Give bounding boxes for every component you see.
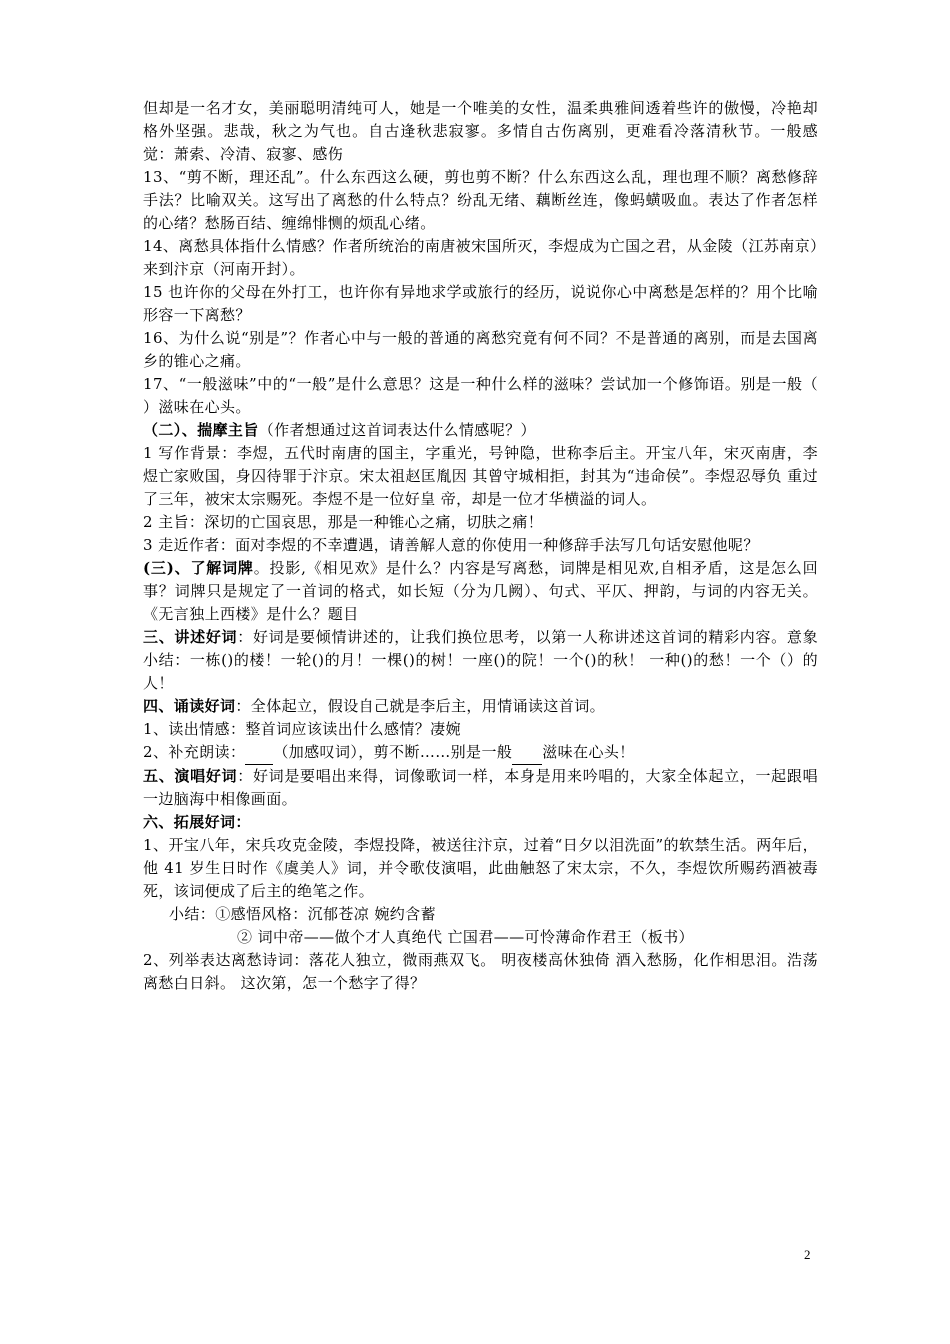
extension-item-2: 2、列举表达离愁诗词：落花人独立，微雨燕双飞。 明夜楼高休独倚 酒入愁肠，化作相思泪。浩荡离愁白日斜。 这次第，怎一个愁字了得？ xyxy=(143,951,818,992)
part-5-paragraph xyxy=(143,765,818,811)
part-3-text: ：好词是要倾情讲述的，让我们换位思考，以第一人称讲述这首词的精彩内容。意象小结：一栋()的楼！一轮()的月！一棵()的树！一座()的院！一个()的秋！ 一种()的愁！一个（）的人！ xyxy=(143,628,818,692)
part-4-paragraph xyxy=(143,695,818,718)
writing-background: 1 写作背景：李煜，五代时南唐的国主，字重光，号钟隐，世称李后主。开宝八年，宋灭南唐，李煜亡家败国，身囚待罪于汴京。宋太祖赵匡胤因 其曾守城相拒，封其为“违命侯”。李煜忍辱负 重过了三年，被宋太宗赐死。李煜不是一位好皇 帝，却是一位才华横溢的词人。 xyxy=(143,444,818,508)
reading-item-2 xyxy=(143,741,818,765)
question-15: 15 也许你的父母在外打工，也许你有异地求学或旅行的经历，说说你心中离愁是怎样的？用个比喻形容一下离愁？ xyxy=(143,283,818,324)
part-3-paragraph xyxy=(143,626,818,695)
question-17: 17、“一般滋味”中的“一般”是什么意思？这是一种什么样的滋味？尝试加一个修饰语。别是一般（ ）滋味在心头。 xyxy=(143,375,849,416)
summary-line-2: ② 词中帝——做个才人真绝代 亡国君——可怜薄命作君王（板书） xyxy=(237,928,694,946)
extension-item-1: 1、开宝八年，宋兵攻克金陵，李煜投降，被送往汴京，过着“日夕以泪洗面”的软禁生活。两年后，他 41 岁生日时作《虞美人》词，并令歌伎演唱，此曲触怒了宋太宗，不久，李煜饮所赐药酒被毒死，该词便成了后主的绝笔之作。 xyxy=(143,836,818,900)
part-5-title: 五、演唱好词 xyxy=(143,767,238,785)
fill-blank xyxy=(512,741,542,765)
part-5-text: ：好词是要唱出来得，词像歌词一样，本身是用来吟唱的，大家全体起立，一起跟唱一边脑海中相像画面。 xyxy=(143,767,818,808)
summary-line-1: 小结：①感悟风格：沉郁苍凉 婉约含蓄 xyxy=(169,905,436,923)
section-3-paragraph xyxy=(143,557,818,626)
reading-item-2-middle: （加感叹词），剪不断……别是一般 xyxy=(273,743,513,761)
document-body xyxy=(143,97,849,995)
section-2-subtitle: （作者想通过这首词表达什么情感呢？） xyxy=(258,421,536,439)
section-2-title: （二）、揣摩主旨 xyxy=(143,421,259,439)
reading-item-2-label: 2、补充朗读： xyxy=(143,743,246,761)
section-3-title: (三)、了解词牌 xyxy=(143,559,254,577)
reading-item-2-end: 滋味在心头！ xyxy=(542,743,635,761)
page-number: 2 xyxy=(804,1247,811,1262)
main-theme: 2 主旨：深切的亡国哀思，那是一种锥心之痛，切肤之痛！ xyxy=(143,513,544,531)
author-approach: 3 走近作者：面对李煜的不幸遭遇，请善解人意的你使用一种修辞手法写几句话安慰他呢？ xyxy=(143,536,759,554)
part-6-title: 六、拓展好词： xyxy=(143,813,251,831)
reading-item-1: 1、读出情感：整首词应该读出什么感情？凄婉 xyxy=(143,720,461,738)
question-14: 14、离愁具体指什么情感？作者所统治的南唐被宋国所灭，李煜成为亡国之君，从金陵（江苏南京）来到汴京（河南开封）。 xyxy=(143,237,818,278)
part-4-title: 四、诵读好词 xyxy=(143,697,236,715)
paragraph-intro: 但却是一名才女，美丽聪明清纯可人，她是一个唯美的女性，温柔典雅间透着些许的傲慢，冷艳却格外坚强。悲哉，秋之为气也。自古逢秋悲寂寥。多情自古伤离别，更难看冷落清秋节。一般感觉：萧索、冷清、寂寥、感伤 xyxy=(143,99,818,163)
part-4-text: ：全体起立，假设自己就是李后主，用情诵读这首词。 xyxy=(235,697,606,715)
question-13: 13、“剪不断，理还乱”。什么东西这么硬，剪也剪不断？什么东西这么乱，理也理不顺？离愁修辞手法？比喻双关。这写出了离愁的什么特点？纷乱无绪、藕断丝连，像蚂蟥吸血。表达了作者怎样的心绪？愁肠百结、缠绵悱恻的烦乱心绪。 xyxy=(143,168,818,232)
fill-blank xyxy=(245,741,273,765)
question-16: 16、为什么说“别是”？作者心中与一般的普通的离愁究竟有何不同？不是普通的离别，而是去国离乡的锥心之痛。 xyxy=(143,329,818,370)
section-2-heading xyxy=(143,419,818,442)
section-3-text: 。投影,《相见欢》是什么？内容是写离愁，词牌是相见欢,自相矛盾，这是怎么回事？词牌只是规定了一首词的格式，如长短（分为几阙）、句式、平仄、押韵，与词的内容无关。《无言独上西楼》是什么？题目 xyxy=(143,559,818,623)
part-3-title: 三、讲述好词 xyxy=(143,628,238,646)
